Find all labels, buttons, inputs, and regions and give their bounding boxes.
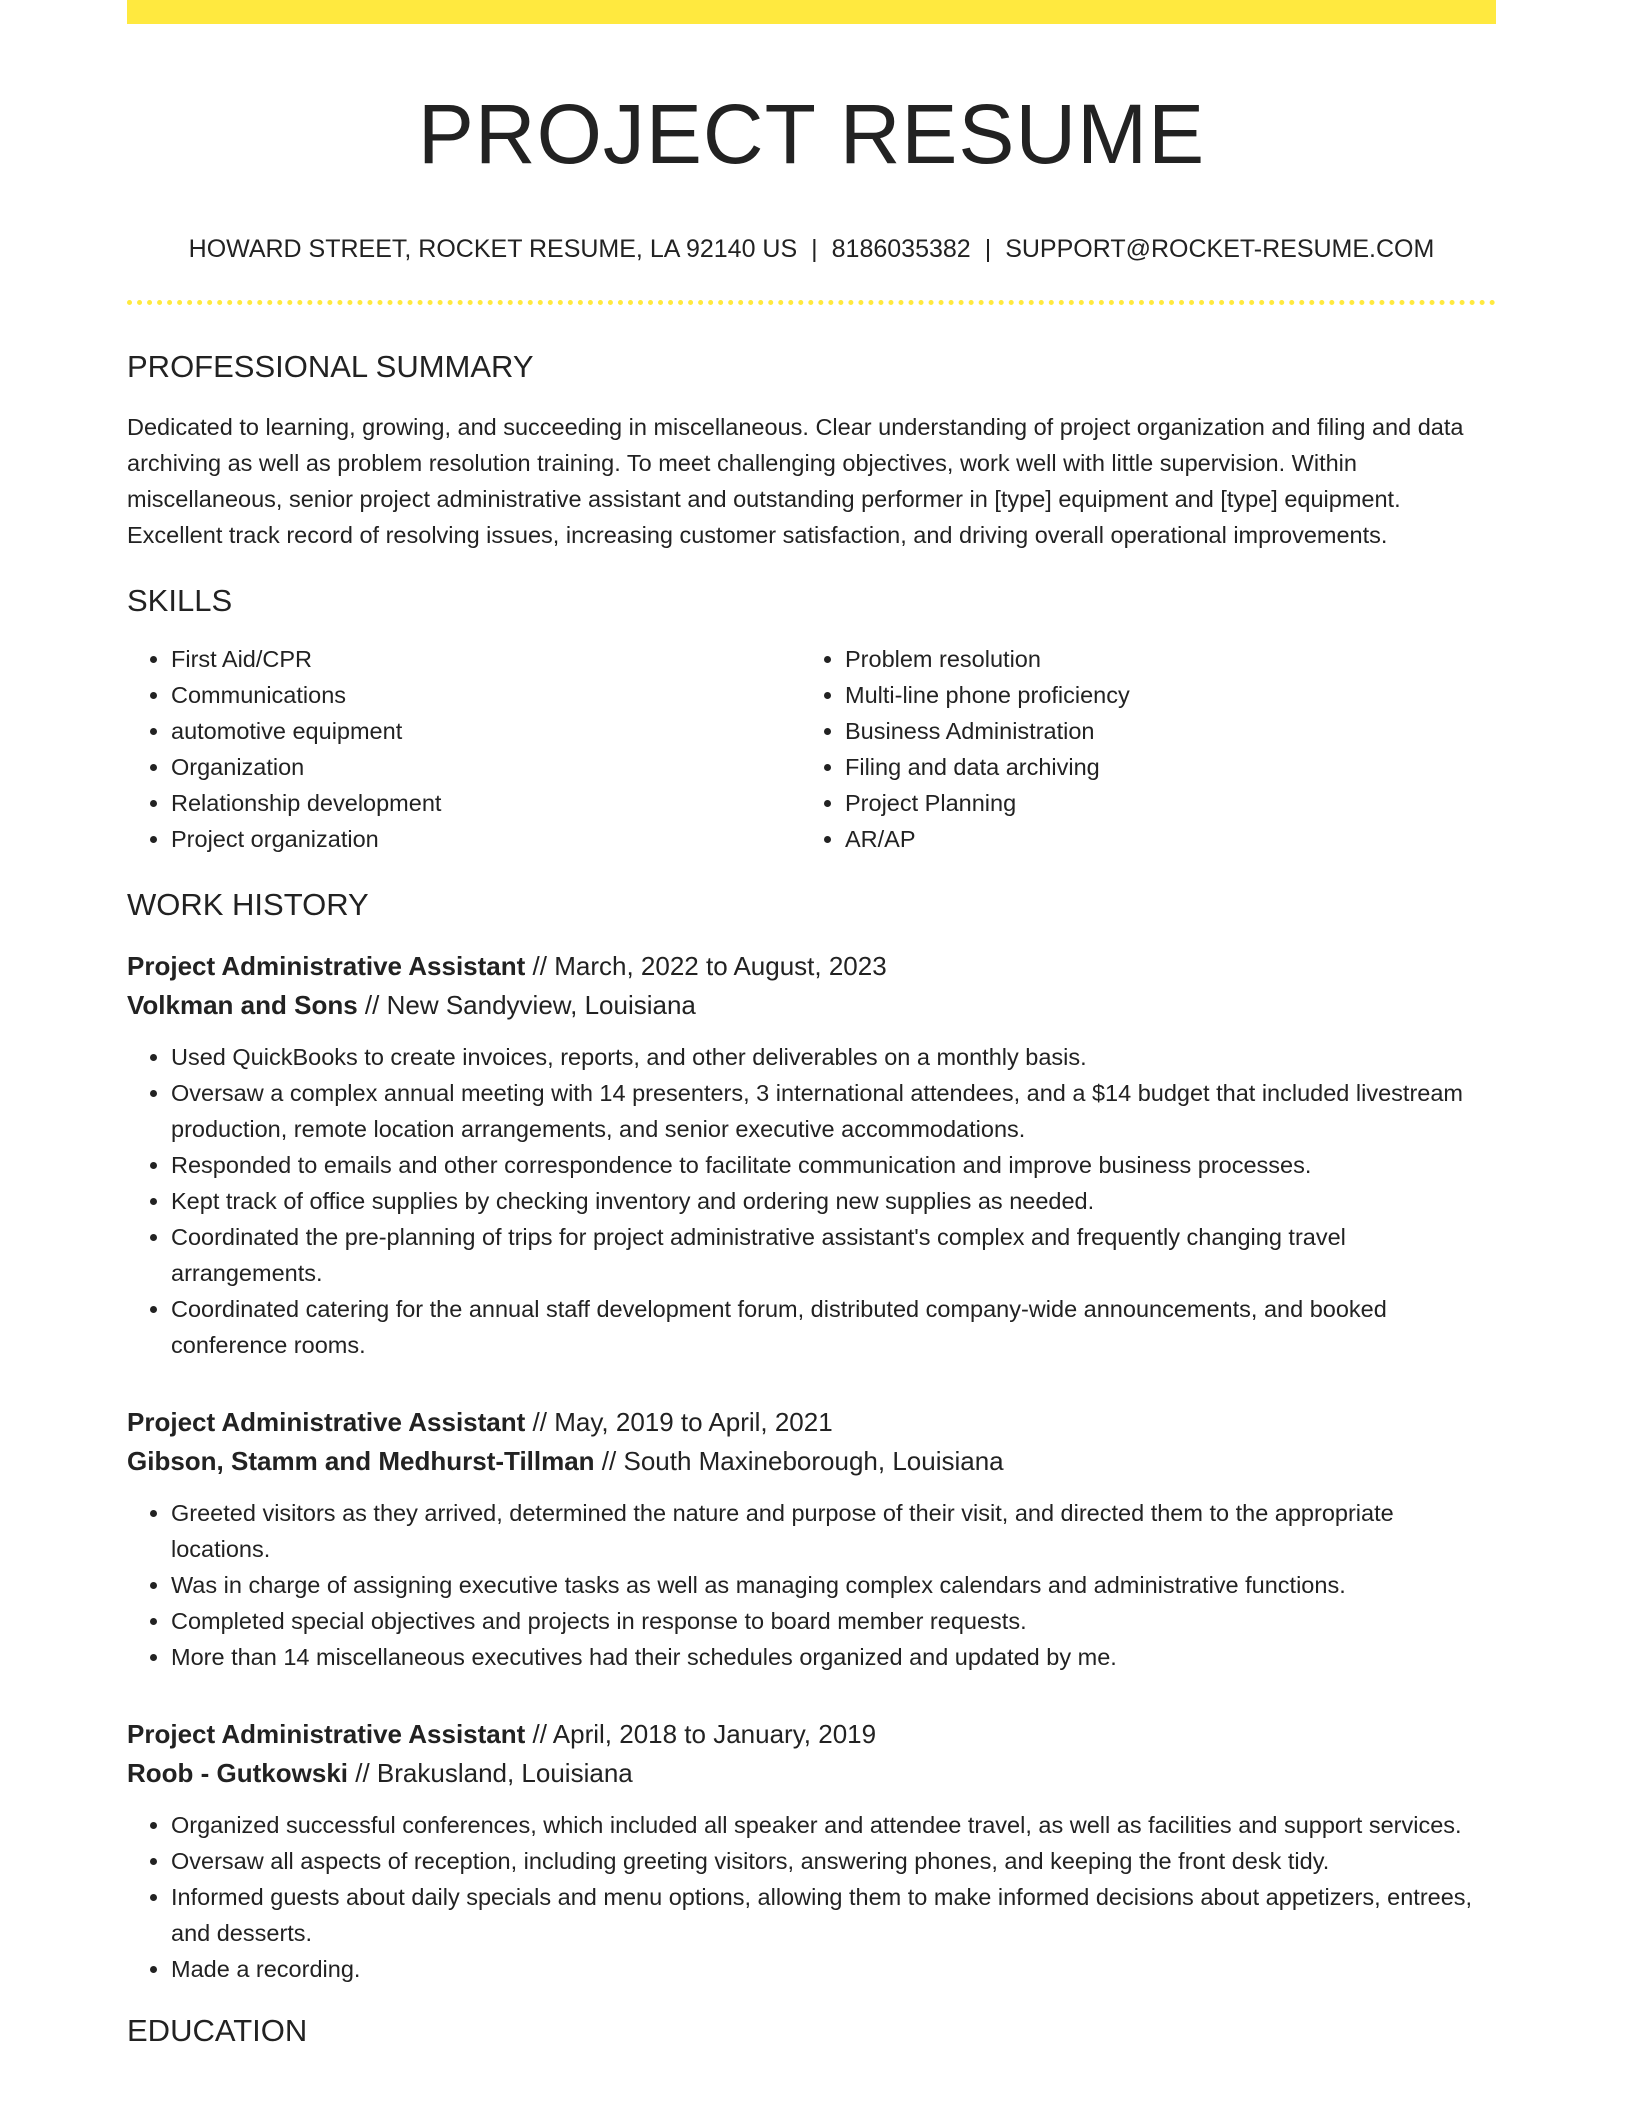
job-company: Roob - Gutkowski	[127, 1758, 348, 1788]
skills-column-left	[127, 641, 801, 857]
job-bullet: • Oversaw all aspects of reception, including greeting visitors, answering phones, and keeping the front desk tidy.	[171, 1843, 1496, 1879]
resume-page	[127, 0, 1496, 2051]
job-separator: //	[525, 1407, 555, 1437]
education-heading: EDUCATION	[127, 2013, 308, 2048]
job-bullets	[127, 1807, 1496, 1987]
job-dates: April, 2018 to January, 2019	[552, 1719, 877, 1749]
contact-email[interactable]: SUPPORT@ROCKET-RESUME.COM	[1005, 235, 1435, 263]
skills-heading: SKILLS	[127, 583, 233, 618]
skill-item: • Relationship development	[171, 785, 801, 821]
skill-item: • Project Planning	[845, 785, 1475, 821]
summary-text: Dedicated to learning, growing, and succeeding in miscellaneous. Clear understanding of project organization and filing and data archiving as well as problem resolution training. To meet challenging objectives, work well with little supervision. Within miscellaneous, senior project administrative assistant and outstanding performer in [type] equipment and [type] equipment. Excellent track record of resolving issues, increasing customer satisfaction, and driving overall operational improvements.	[127, 414, 1464, 548]
job-dates: March, 2022 to August, 2023	[554, 951, 887, 981]
job-bullet: • More than 14 miscellaneous executives had their schedules organized and updated by me.	[171, 1639, 1496, 1675]
job-bullet: • Organized successful conferences, which included all speaker and attendee travel, as well as facilities and support services.	[171, 1807, 1496, 1843]
job-location: New Sandyview, Louisiana	[386, 990, 696, 1020]
job-bullet: • Oversaw a complex annual meeting with 14 presenters, 3 international attendees, and a $14 budget that included livestream production, remote location arrangements, and senior executive accommodations.	[171, 1075, 1496, 1147]
job-company: Volkman and Sons	[127, 990, 358, 1020]
job-role-line	[127, 1403, 1496, 1442]
skill-item: • Communications	[171, 677, 801, 713]
job-bullets	[127, 1039, 1496, 1363]
job-bullets	[127, 1495, 1496, 1675]
job-role: Project Administrative Assistant	[127, 1719, 526, 1749]
skill-item: • AR/AP	[845, 821, 1475, 857]
summary-heading: PROFESSIONAL SUMMARY	[127, 349, 534, 384]
job-entry	[127, 1715, 1496, 1987]
skill-item: • automotive equipment	[171, 713, 801, 749]
job-role-line	[127, 947, 1496, 986]
job-separator: //	[357, 990, 387, 1020]
job-bullet: • Was in charge of assigning executive tasks as well as managing complex calendars and administrative functions.	[171, 1567, 1496, 1603]
job-separator: //	[525, 1719, 553, 1749]
job-role-line	[127, 1715, 1496, 1754]
skills-column-right	[801, 641, 1475, 857]
contact-phone[interactable]: 8186035382	[831, 235, 971, 263]
job-company-line	[127, 1442, 1496, 1481]
job-location: Brakusland, Louisiana	[376, 1758, 633, 1788]
job-bullet: • Completed special objectives and projects in response to board member requests.	[171, 1603, 1496, 1639]
contact-address: HOWARD STREET, ROCKET RESUME, LA 92140 US	[188, 235, 798, 263]
skill-item: • Problem resolution	[845, 641, 1475, 677]
skill-item: • First Aid/CPR	[171, 641, 801, 677]
contact-line	[127, 234, 1496, 264]
job-bullet: • Coordinated catering for the annual staff development forum, distributed company-wide announcements, and booked conference rooms.	[171, 1291, 1496, 1363]
dotted-divider	[127, 300, 1496, 305]
job-separator: //	[594, 1446, 624, 1476]
job-company-line	[127, 1754, 1496, 1793]
job-dates: May, 2019 to April, 2021	[554, 1407, 833, 1437]
skill-item: • Business Administration	[845, 713, 1475, 749]
job-bullet: • Kept track of office supplies by checking inventory and ordering new supplies as needed.	[171, 1183, 1496, 1219]
job-role: Project Administrative Assistant	[127, 1407, 526, 1437]
job-location: South Maxineborough, Louisiana	[623, 1446, 1004, 1476]
job-bullet: • Responded to emails and other correspondence to facilitate communication and improve business processes.	[171, 1147, 1496, 1183]
job-separator: //	[525, 951, 555, 981]
job-separator: //	[348, 1758, 377, 1788]
job-role: Project Administrative Assistant	[127, 951, 526, 981]
resume-title: PROJECT RESUME	[417, 87, 1206, 181]
job-bullet: • Used QuickBooks to create invoices, reports, and other deliverables on a monthly basis.	[171, 1039, 1496, 1075]
skill-item: • Project organization	[171, 821, 801, 857]
work-history-heading: WORK HISTORY	[127, 887, 369, 922]
top-accent-bar	[127, 0, 1496, 24]
skill-item: • Filing and data archiving	[845, 749, 1475, 785]
job-entry	[127, 947, 1496, 1363]
job-company-line	[127, 986, 1496, 1025]
job-bullet: • Coordinated the pre-planning of trips for project administrative assistant's complex and frequently changing travel arrangements.	[171, 1219, 1496, 1291]
job-bullet: • Made a recording.	[171, 1951, 1496, 1987]
job-bullet: • Informed guests about daily specials and menu options, allowing them to make informed decisions about appetizers, entrees, and desserts.	[171, 1879, 1496, 1951]
job-company: Gibson, Stamm and Medhurst-Tillman	[127, 1446, 595, 1476]
contact-separator: |	[984, 235, 992, 263]
skill-item: • Organization	[171, 749, 801, 785]
job-bullet: • Greeted visitors as they arrived, determined the nature and purpose of their visit, and directed them to the appropriate locations.	[171, 1495, 1496, 1567]
contact-separator: |	[811, 235, 818, 263]
skill-item: • Multi-line phone proficiency	[845, 677, 1475, 713]
job-entry	[127, 1403, 1496, 1675]
skills-list	[127, 641, 1496, 857]
